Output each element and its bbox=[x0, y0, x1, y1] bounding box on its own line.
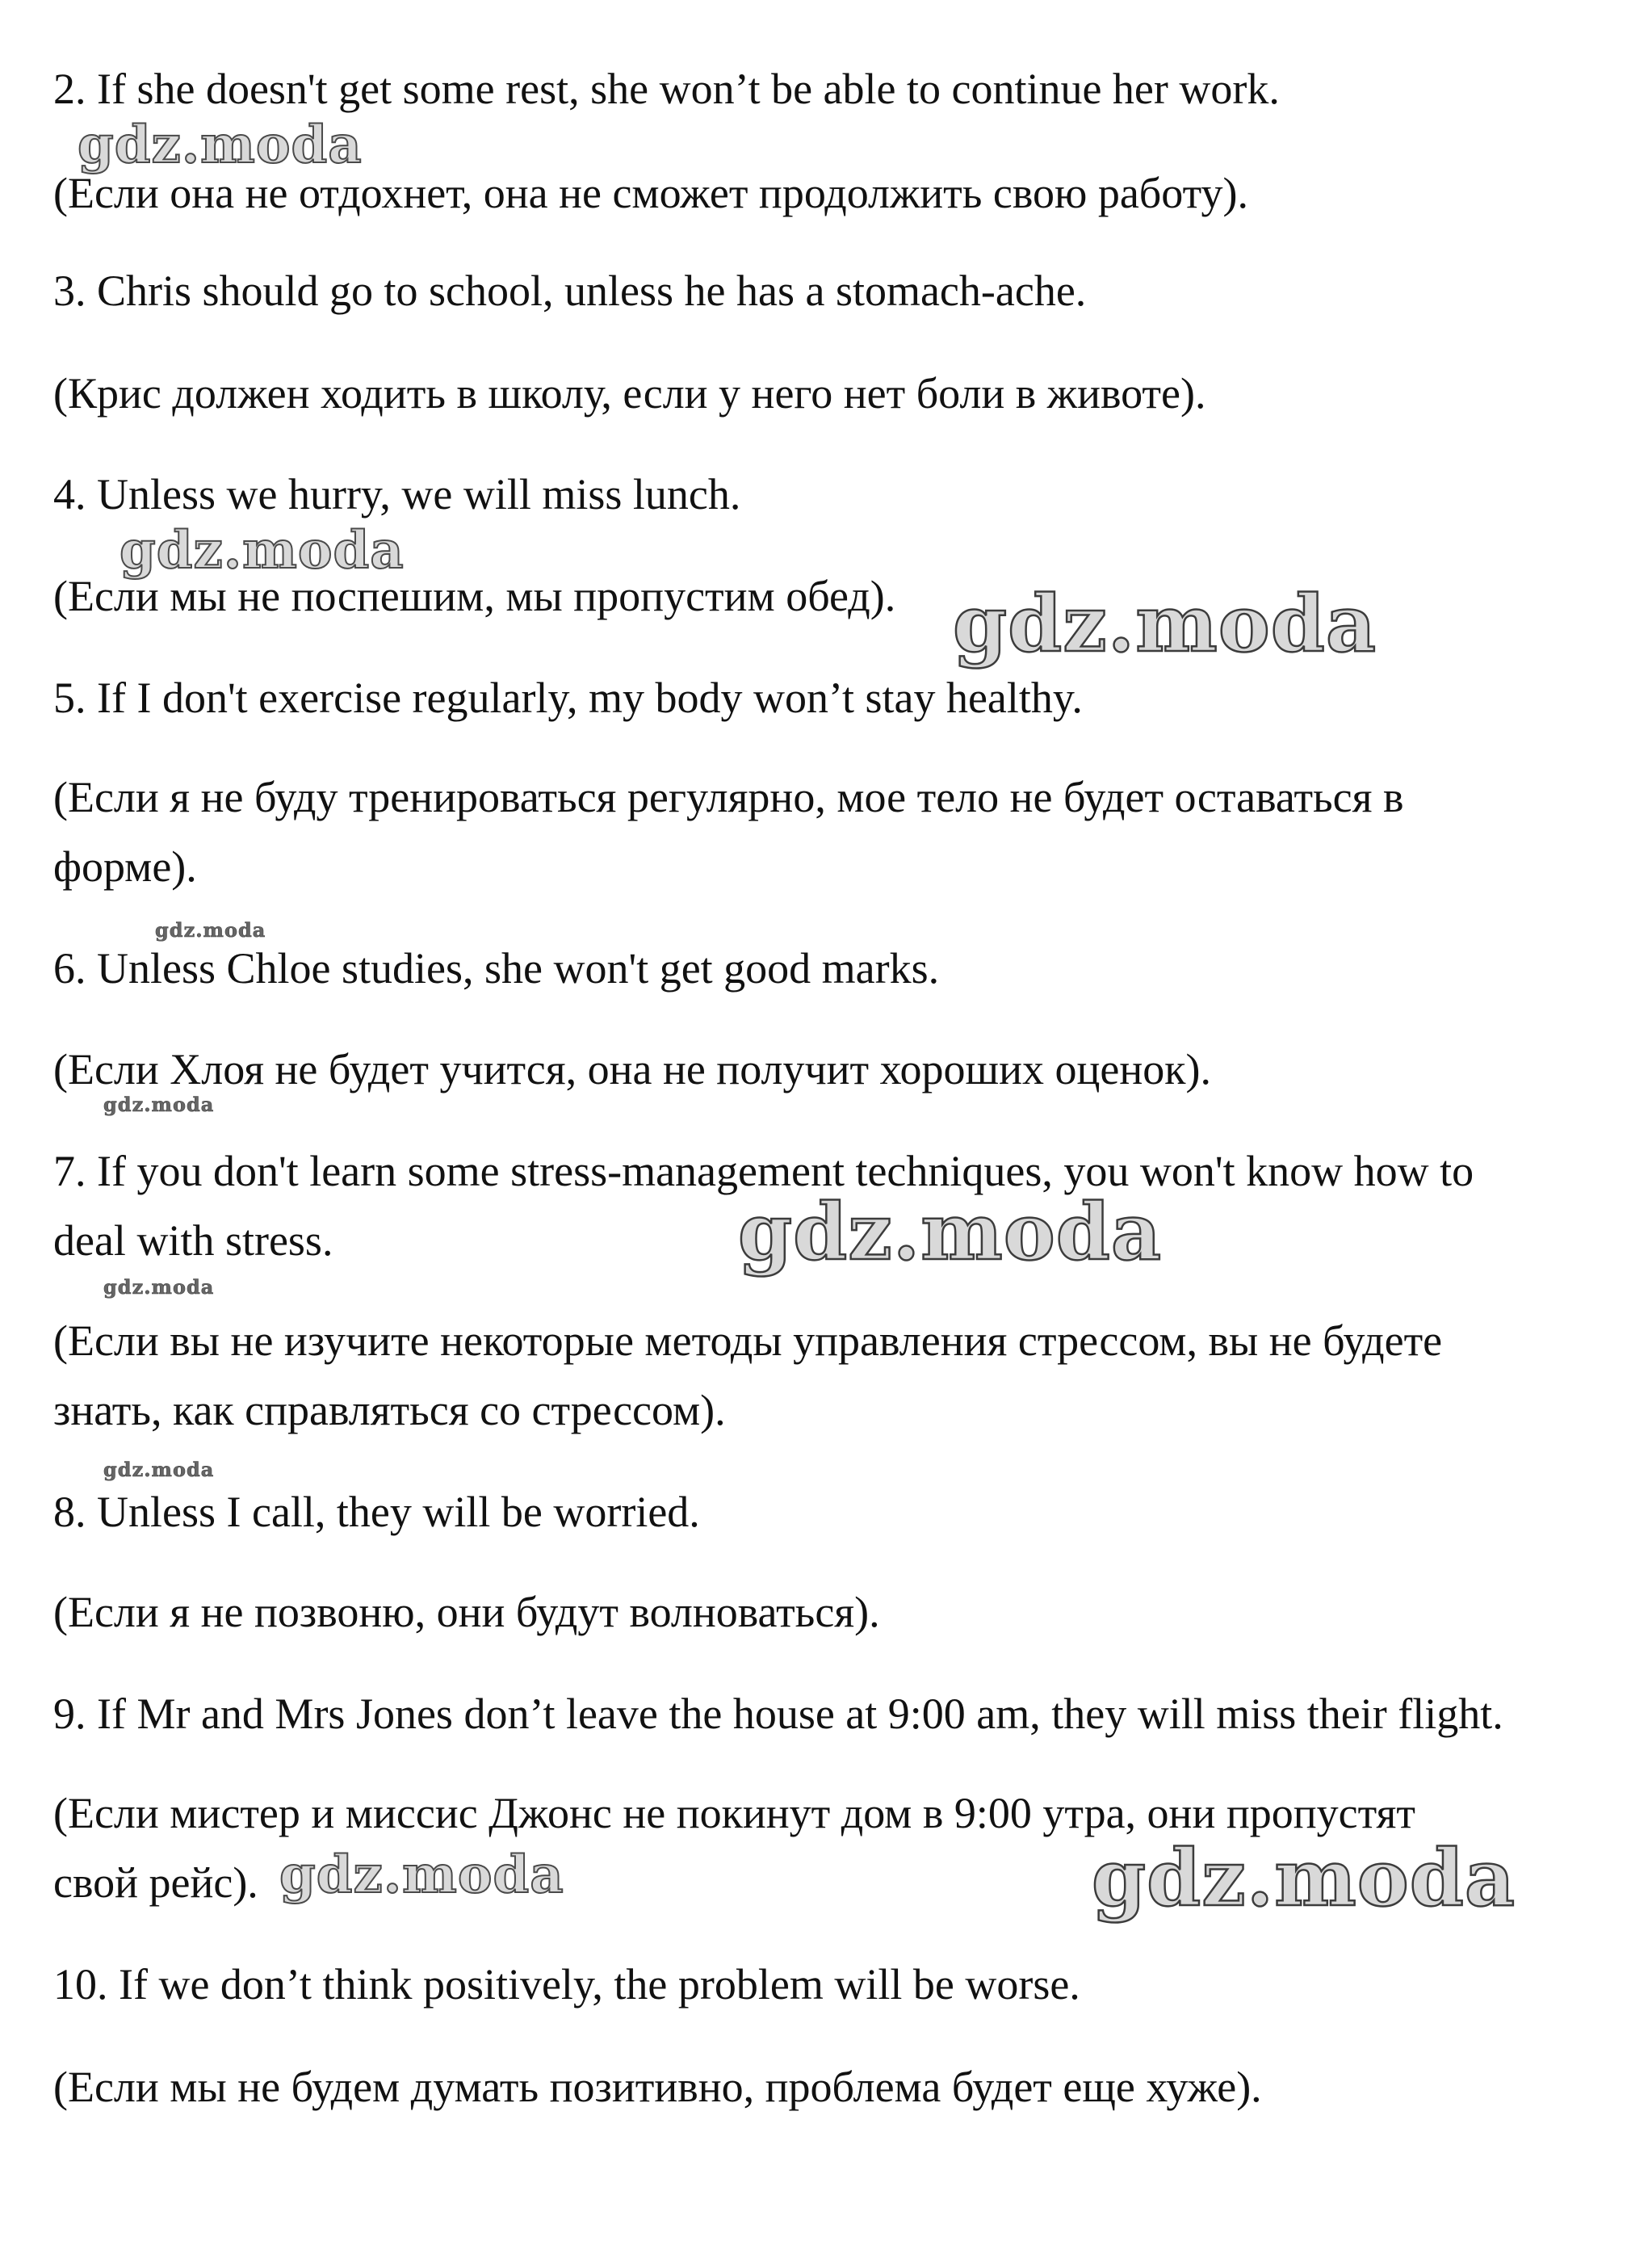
sentence-7-en-line-1: 7. If you don't learn some stress-management techniques, you won't know how to bbox=[53, 1147, 1474, 1195]
sentence-5-ru-line-2: форме). bbox=[53, 842, 197, 891]
sentence-5-en: 5. If I don't exercise regularly, my body won’t stay healthy. bbox=[53, 674, 1083, 722]
sentence-8-ru: (Если я не позвоню, они будут волноваться). bbox=[53, 1588, 880, 1636]
sentence-9-en: 9. If Mr and Mrs Jones don’t leave the house at 9:00 am, they will miss their flight. bbox=[53, 1690, 1503, 1738]
watermark-logo: gdz.moda bbox=[738, 1186, 1163, 1278]
sentence-7-en-line-2: deal with stress. bbox=[53, 1216, 333, 1265]
sentence-10-ru: (Если мы не будем думать позитивно, проблема будет еще хуже). bbox=[53, 2063, 1262, 2111]
watermark-logo: gdz.moda bbox=[119, 520, 405, 581]
sentence-6-en: 6. Unless Chloe studies, she won't get good marks. bbox=[53, 944, 940, 993]
watermark-logo: gdz.moda bbox=[279, 1845, 564, 1905]
sentence-6-ru: (Если Хлоя не будет учится, она не получит хороших оценок). bbox=[53, 1045, 1212, 1094]
watermark-logo: gdz.moda bbox=[953, 578, 1377, 670]
sentence-2-en: 2. If she doesn't get some rest, she won’t be able to continue her work. bbox=[53, 65, 1280, 113]
watermark-logo: gdz.moda bbox=[1092, 1832, 1516, 1924]
sentence-7-ru-line-2: знать, как справляться со стрессом). bbox=[53, 1386, 726, 1434]
watermark-logo: gdz.moda bbox=[103, 1275, 215, 1299]
sentence-10-en: 10. If we don’t think positively, the problem will be worse. bbox=[53, 1960, 1080, 2009]
sentence-9-ru-line-1: (Если мистер и миссис Джонс не покинут дом в 9:00 утра, они пропустят bbox=[53, 1789, 1415, 1837]
sentence-3-ru: (Крис должен ходить в школу, если у него нет боли в животе). bbox=[53, 369, 1206, 418]
sentence-8-en: 8. Unless I call, they will be worried. bbox=[53, 1488, 700, 1536]
watermark-logo: gdz.moda bbox=[103, 1458, 215, 1481]
sentence-5-ru-line-1: (Если я не буду тренироваться регулярно, мое тело не будет оставаться в bbox=[53, 773, 1404, 821]
sentence-4-en: 4. Unless we hurry, we will miss lunch. bbox=[53, 470, 741, 518]
watermark-logo: gdz.moda bbox=[155, 918, 266, 942]
watermark-logo: gdz.moda bbox=[78, 115, 363, 175]
sentence-2-ru: (Если она не отдохнет, она не сможет продолжить свою работу). bbox=[53, 169, 1248, 217]
watermark-logo: gdz.moda bbox=[103, 1093, 215, 1116]
sentence-7-ru-line-1: (Если вы не изучите некоторые методы управления стрессом, вы не будете bbox=[53, 1316, 1443, 1365]
sentence-3-en: 3. Chris should go to school, unless he has a stomach-ache. bbox=[53, 267, 1087, 315]
sentence-4-ru: (Если мы не поспешим, мы пропустим обед). bbox=[53, 572, 896, 620]
sentence-9-ru-line-2: свой рейс). bbox=[53, 1858, 258, 1907]
